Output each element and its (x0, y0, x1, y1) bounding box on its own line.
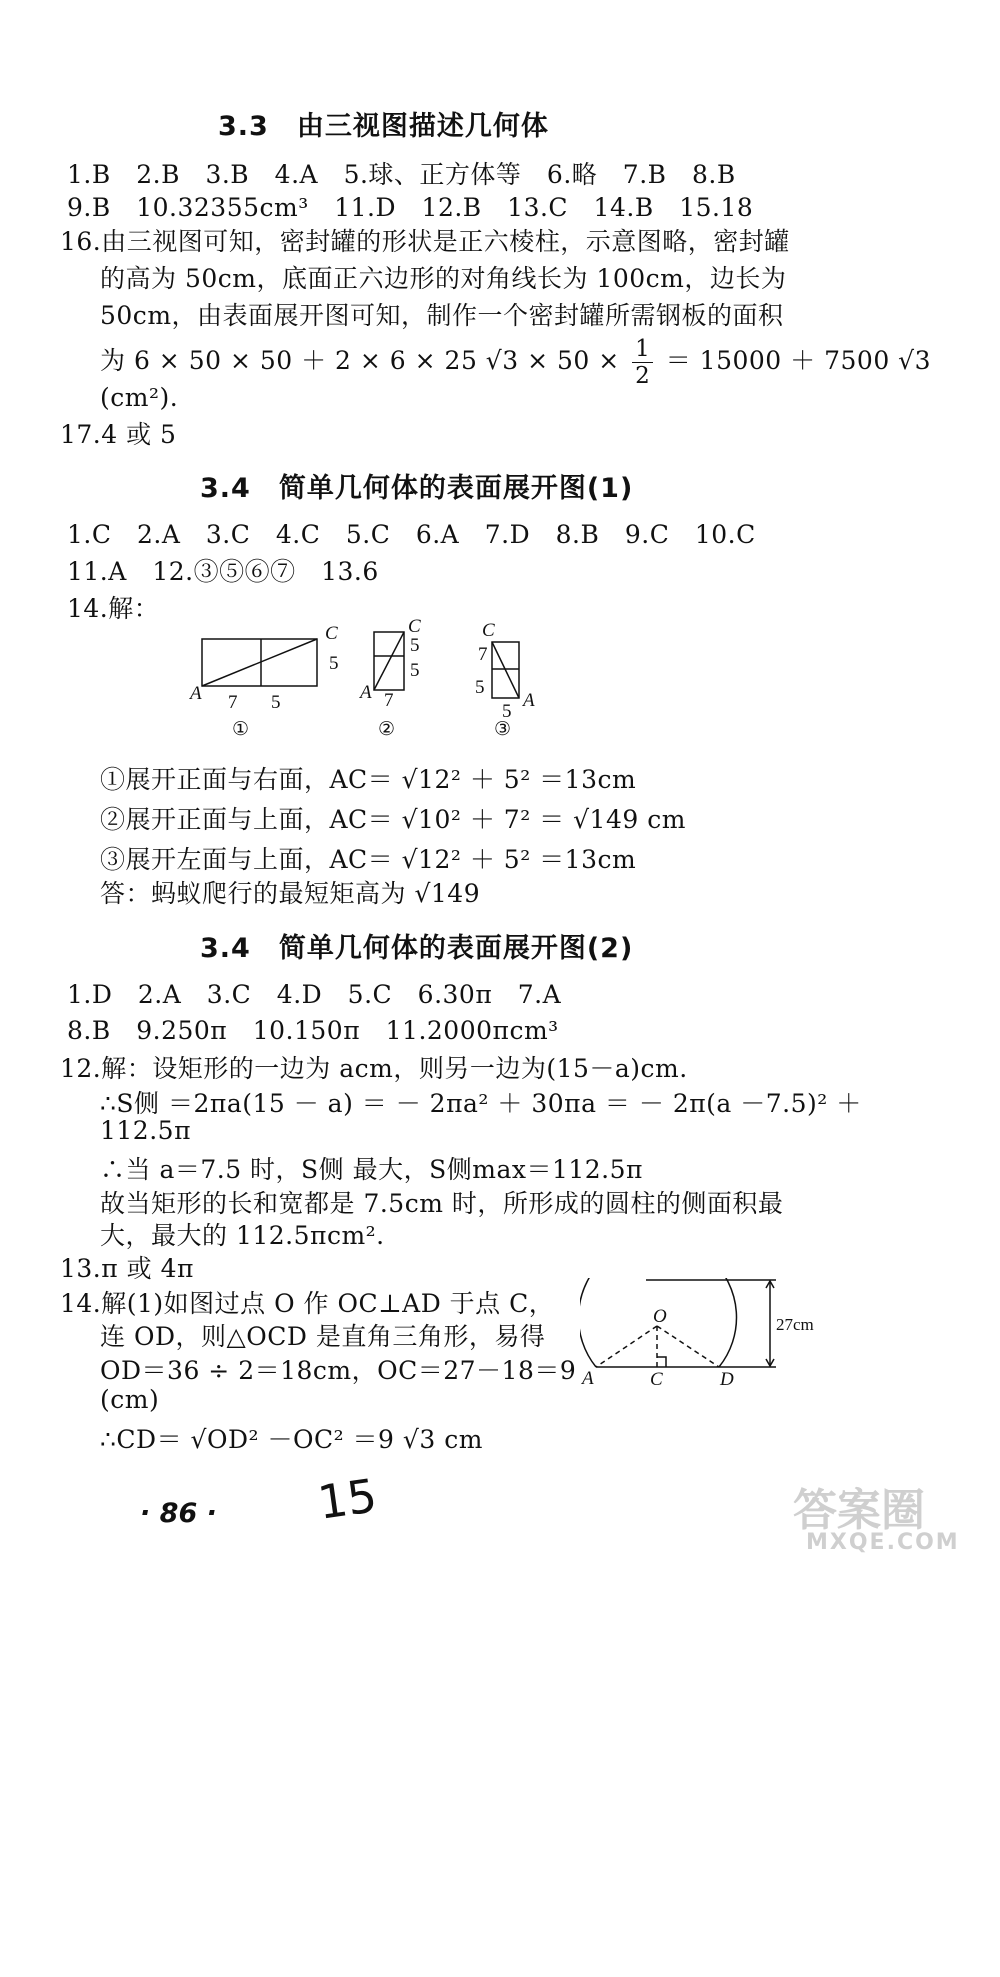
q13-answer: 13.π 或 4π (60, 1254, 194, 1283)
q14b-line-2: 连 OD，则△OCD 是直角三角形，易得 (100, 1322, 546, 1351)
q16-line-5: (cm²). (100, 383, 179, 412)
answers-line-2: 9.B 10.32355cm³ 11.D 12.B 13.C 14.B 15.18 (67, 193, 754, 222)
q12-line-1: 12.解：设矩形的一边为 acm，则另一边为(15－a)cm. (60, 1054, 688, 1083)
figure-1-label-5b: 5 (271, 692, 281, 713)
figure-2-caption: ② (378, 719, 396, 740)
circle-segment-diagram (580, 1278, 820, 1388)
figure-1-label-7: 7 (228, 692, 238, 713)
q14-answer-1: ①展开正面与右面，AC＝ √12² ＋ 5² ＝13cm (100, 765, 637, 794)
dim-label-27cm: 27cm (776, 1315, 814, 1334)
label-d: D (720, 1369, 734, 1388)
q16-line-1: 16.由三视图可知，密封罐的形状是正六棱柱，示意图略，密封罐 (60, 227, 790, 256)
figure-3-label-7: 7 (478, 644, 488, 665)
fraction-denominator: 2 (635, 363, 651, 389)
q16-expression-right: ＝ 15000 ＋ 7500 √3 (665, 346, 932, 375)
answers-line-6: 8.B 9.250π 10.150π 11.2000πcm³ (67, 1016, 559, 1045)
section-title-3-4-2: 3.4 简单几何体的表面展开图(2) (200, 933, 634, 964)
q14b-line-3: OD＝36 ÷ 2＝18cm，OC＝27－18＝9 (100, 1356, 577, 1385)
q17-answer: 17.4 或 5 (60, 420, 177, 449)
q12-line-2: ∴S侧 ＝2πa(15 － a) ＝ － 2πa² ＋ 30πa ＝ － 2π(a －7.5)² ＋ (100, 1089, 862, 1118)
watermark-logo: 答案圈 (793, 1485, 925, 1536)
answers-line-5: 1.D 2.A 3.C 4.D 5.C 6.30π 7.A (67, 980, 562, 1009)
figure-1-diagonal (202, 639, 317, 686)
q14b-line-4: (cm) (100, 1385, 160, 1414)
figure-1-label-5: 5 (329, 653, 339, 674)
figure-1-label-a: A (190, 683, 202, 704)
figure-2-diagonal (374, 632, 404, 690)
answers-line-1: 1.B 2.B 3.B 4.A 5.球、正方体等 6.略 7.B 8.B (67, 160, 736, 189)
q12-line-4: ∴当 a＝7.5 时，S侧 最大，S侧max＝112.5π (100, 1155, 643, 1184)
section-title-3-4-1: 3.4 简单几何体的表面展开图(1) (200, 473, 634, 504)
label-a: A (582, 1368, 594, 1388)
fraction-numerator: 1 (632, 336, 653, 363)
figure-2 (374, 632, 404, 690)
q14-answer-2: ②展开正面与上面，AC＝ √10² ＋ 7² ＝ √149 cm (100, 805, 686, 834)
q16-fraction (632, 336, 653, 389)
figure-1-caption: ① (232, 719, 250, 740)
figure-2-label-c: C (408, 618, 421, 637)
page-number: · 86 · (140, 1498, 217, 1529)
figure-2-label-7: 7 (384, 690, 394, 711)
q16-expression-left: 为 6 × 50 × 50 ＋ 2 × 6 × 25 √3 × 50 × (100, 346, 620, 375)
label-o: O (653, 1306, 667, 1327)
q12-line-3: 112.5π (100, 1116, 192, 1145)
figure-3-label-5: 5 (475, 677, 485, 698)
figure-2-label-5b: 5 (410, 660, 420, 681)
radius-oa (596, 1326, 657, 1367)
q14-conclusion: 答：蚂蚁爬行的最短矩高为 √149 (100, 879, 481, 908)
q12-line-6: 大，最大的 112.5πcm². (100, 1221, 385, 1250)
figure-2-label-5a: 5 (410, 635, 420, 656)
figure-3-diagonal (492, 642, 519, 698)
unfolding-figures (180, 618, 580, 743)
q14b-line-5: ∴CD＝ √OD² －OC² ＝9 √3 cm (100, 1425, 483, 1454)
handwritten-mark: 15 (314, 1468, 381, 1530)
q14-answer-3: ③展开左面与上面，AC＝ √12² ＋ 5² ＝13cm (100, 845, 637, 874)
q12-line-5: 故当矩形的长和宽都是 7.5cm 时，所形成的圆柱的侧面积最 (100, 1189, 784, 1218)
figure-3-label-a: A (523, 690, 535, 711)
answers-line-3: 1.C 2.A 3.C 4.C 5.C 6.A 7.D 8.B 9.C 10.C (67, 520, 756, 549)
figure-1-label-c: C (325, 623, 338, 644)
right-angle-mark (657, 1357, 666, 1367)
figure-3-caption: ③ (494, 719, 512, 740)
answers-line-4: 11.A 12.③⑤⑥⑦ 13.6 (67, 557, 379, 586)
figure-3-label-c: C (482, 620, 495, 641)
section-title-3-3: 3.3 由三视图描述几何体 (218, 111, 549, 142)
label-c: C (650, 1369, 663, 1388)
q16-line-2: 的高为 50cm，底面正六边形的对角线长为 100cm，边长为 (100, 264, 787, 293)
figure-1 (202, 639, 317, 686)
q14b-line-1: 14.解(1)如图过点 O 作 OC⊥AD 于点 C， (60, 1289, 555, 1318)
figure-3 (492, 642, 519, 698)
watermark-url: MXQE.COM (806, 1530, 960, 1555)
figure-3-label-5b: 5 (502, 701, 512, 722)
figure-2-label-a: A (360, 682, 372, 703)
q16-line-3: 50cm，由表面展开图可知，制作一个密封罐所需钢板的面积 (100, 301, 784, 330)
q16-line-4 (100, 336, 931, 389)
q14-label: 14.解： (67, 594, 160, 623)
